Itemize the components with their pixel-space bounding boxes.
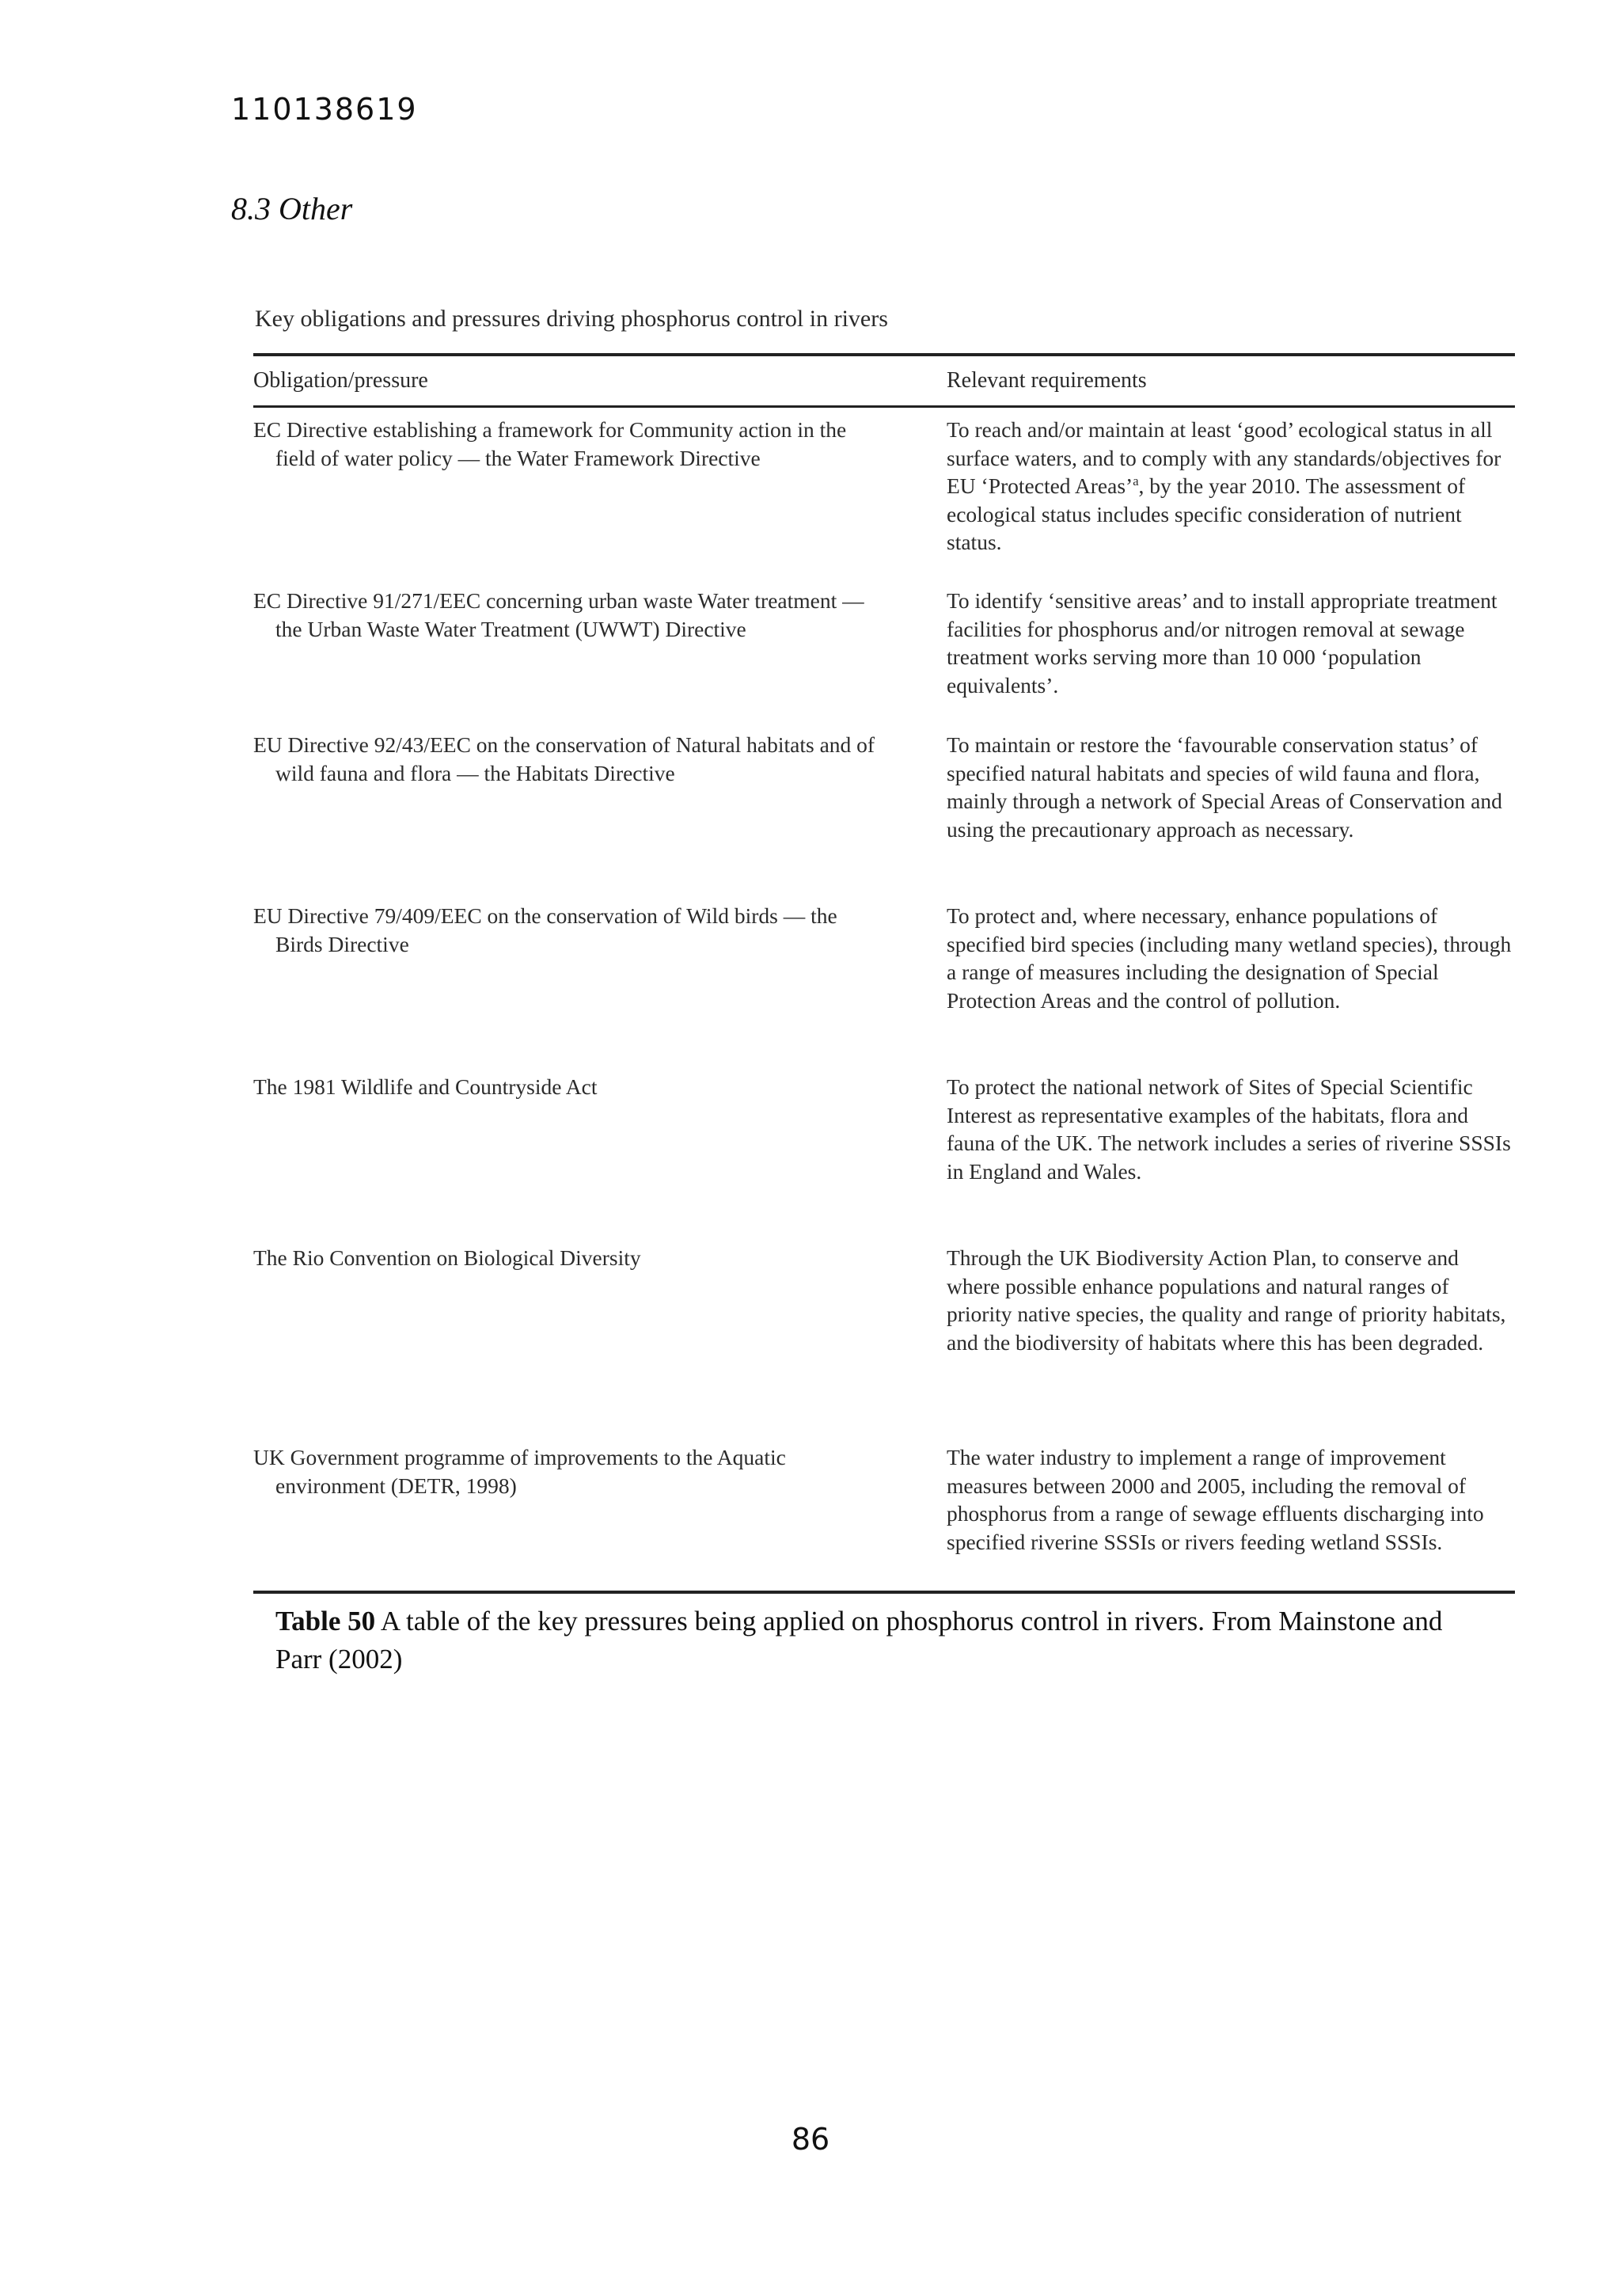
requirement-cell: To protect the national network of Sites of Special Scientific Interest as representative examples of the habitats, flora and fauna of the UK. The network includes a series of riverine SSSIs in England and Wales. — [947, 1074, 1511, 1184]
column-header-requirements: Relevant requirements — [947, 368, 1147, 393]
obligation-cell: EC Directive 91/271/EEC concerning urban waste Water treatment — the Urban Waste Water Treatment (UWWT) Directive — [253, 588, 864, 641]
document-id: 110138619 — [231, 92, 418, 127]
table-header-row — [253, 356, 1515, 405]
caption-text: A table of the key pressures being applied on phosphorus control in rivers. From Mainstone and Parr (2002) — [275, 1606, 1443, 1674]
table-row — [253, 587, 1515, 731]
section-heading: 8.3 Other — [231, 191, 353, 226]
obligation-cell: The 1981 Wildlife and Countryside Act — [253, 1074, 598, 1099]
obligation-cell: The Rio Convention on Biological Diversity — [253, 1245, 641, 1270]
table-title: Key obligations and pressures driving phosphorus control in rivers — [255, 306, 888, 332]
table-row — [253, 1443, 1515, 1591]
table-row — [253, 731, 1515, 902]
obligations-table — [253, 353, 1515, 1594]
caption-label: Table 50 — [275, 1606, 376, 1636]
requirement-cell: To identify ‘sensitive areas’ and to install appropriate treatment facilities for phosphorus and/or nitrogen removal at sewage treatment works serving more than 10 000 ‘population equivalents’. — [947, 588, 1498, 698]
obligation-cell: UK Government programme of improvements to the Aquatic environment (DETR, 1998) — [253, 1445, 786, 1498]
table-row — [253, 1073, 1515, 1244]
obligation-cell: EU Directive 79/409/EEC on the conservation of Wild birds — the Birds Directive — [253, 903, 837, 956]
requirement-cell: The water industry to implement a range of improvement measures between 2000 and 2005, including the removal of phosphorus from a range of sewage effluents discharging into specified riverine SSSIs or rivers feeding wetland SSSIs. — [947, 1445, 1484, 1554]
page-number: 86 — [791, 2122, 830, 2157]
table-body — [253, 408, 1515, 1591]
requirement-cell: Through the UK Biodiversity Action Plan, to conserve and where possible enhance populations and natural ranges of priority native species, the quality and range of priority habitats, and the biodiversity of habitats where this has been degraded. — [947, 1245, 1506, 1355]
table-row — [253, 1244, 1515, 1443]
obligation-cell: EC Directive establishing a framework for Community action in the field of water policy — the Water Framework Directive — [253, 417, 847, 470]
obligation-cell: EU Directive 92/43/EEC on the conservation of Natural habitats and of wild fauna and flora — the Habitats Directive — [253, 732, 875, 785]
column-header-obligation: Obligation/pressure — [253, 368, 428, 393]
table-bottom-rule — [253, 1591, 1515, 1594]
table-row — [253, 416, 1515, 587]
requirement-cell: To maintain or restore the ‘favourable conservation status’ of specified natural habitats and species of wild fauna and flora, mainly through a network of Special Areas of Conservation and using the precautionary approach as necessary. — [947, 732, 1502, 842]
table-caption — [275, 1602, 1463, 1678]
requirement-cell: To reach and/or maintain at least ‘good’ ecological status in all surface waters, and to comply with any standards/objectives for EU ‘Protected Areas’$^a$, by the year 2010. The assessment of ecological status includes specific consideration of nutrient status. — [947, 417, 1501, 554]
table-row — [253, 902, 1515, 1073]
requirement-cell: To protect and, where necessary, enhance populations of specified bird species (including many wetland species), through a range of measures including the designation of Special Protection Areas and the control of pollution. — [947, 903, 1512, 1013]
